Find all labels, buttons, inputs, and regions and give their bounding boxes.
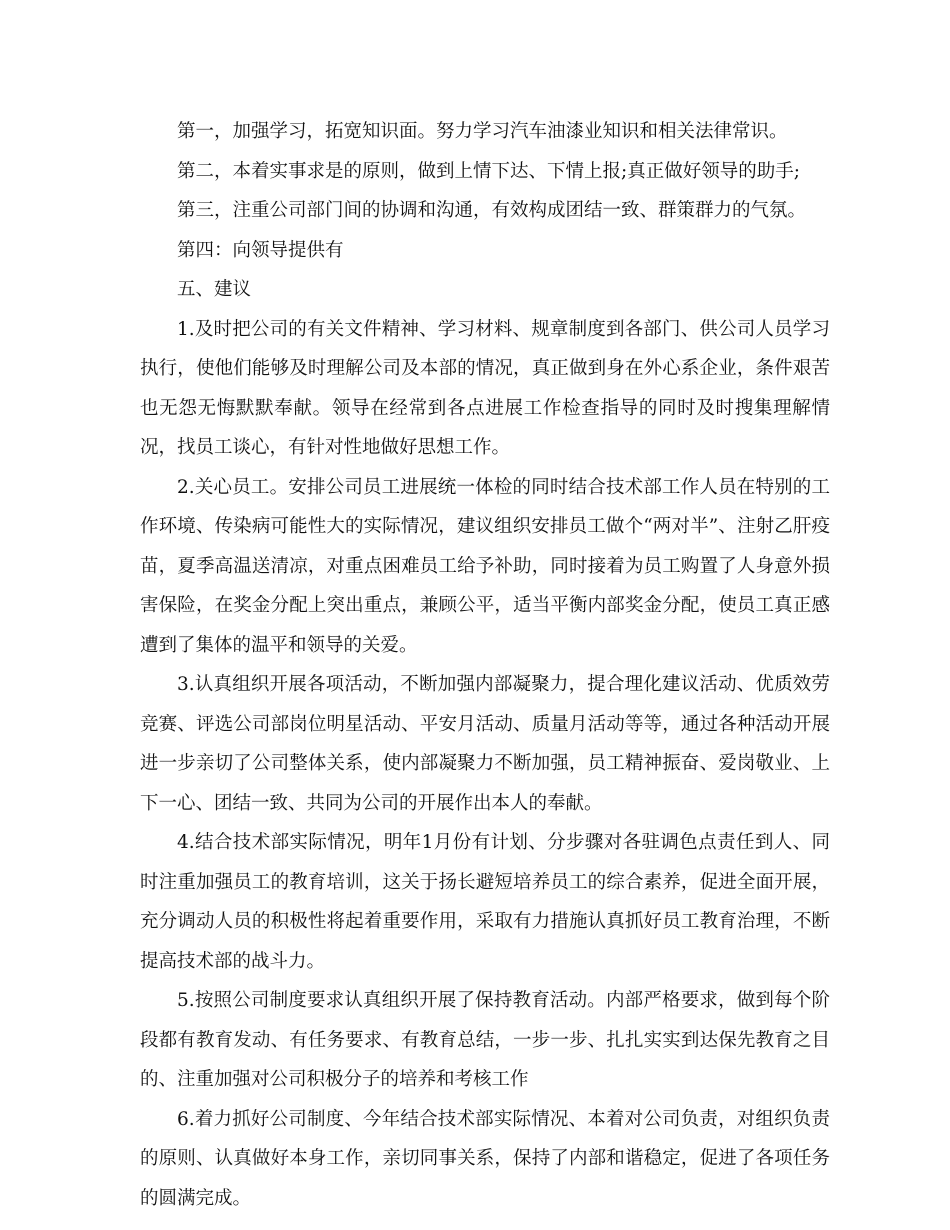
suggestion-item-3: 3.认真组织开展各项活动，不断加强内部凝聚力，提合理化建议活动、优质效劳竞赛、评选公司部岗位明星活动、平安月活动、质量月活动等等，通过各种活动开展进一步亲切了公司整体关系，使内部凝聚力不断加强，员工精神振奋、爱岗敬业、上下一心、团结一致、共同为公司的开展作出本人的奉献。	[140, 674, 830, 814]
paragraph-4: 第四：向领导提供有	[177, 239, 344, 261]
suggestion-item-2: 2.关心员工。安排公司员工进展统一体检的同时结合技术部工作人员在特别的工作环境、传染病可能性大的实际情况，建议组织安排员工做个“两对半”、注射乙肝疫苗，夏季高温送清凉，对重点困难员工给予补助，同时接着为员工购置了人身意外损害保险，在奖金分配上突出重点，兼顾公平，适当平衡内部奖金分配，使员工真正感遭到了集体的温平和领导的关爱。	[140, 476, 830, 656]
paragraph-1: 第一，加强学习，拓宽知识面。努力学习汽车油漆业知识和相关法律常识。	[177, 121, 788, 142]
suggestion-item-1: 1.及时把公司的有关文件精神、学习材料、规章制度到各部门、供公司人员学习执行，使他们能够及时理解公司及本部的情况，真正做到身在外心系企业，条件艰苦也无怨无悔默默奉献。领导在经常到各点进展工作检查指导的同时及时搜集理解情况，找员工谈心，有针对性地做好思想工作。	[140, 318, 830, 458]
paragraph-3: 第三，注重公司部门间的协调和沟通，有效构成团结一致、群策群力的气氛。	[177, 200, 807, 221]
suggestion-item-5: 5.按照公司制度要求认真组织开展了保持教育活动。内部严格要求，做到每个阶段都有教育发动、有任务要求、有教育总结，一步一步、扎扎实实到达保先教育之目的、注重加强对公司积极分子的培养和考核工作	[140, 990, 830, 1090]
suggestion-item-6: 6.着力抓好公司制度、今年结合技术部实际情况、本着对公司负责，对组织负责的原则、认真做好本身工作，亲切同事关系，保持了内部和谐稳定，促进了各项任务的圆满完成。	[140, 1108, 830, 1209]
document-body	[140, 112, 830, 1218]
suggestion-item-4: 4.结合技术部实际情况，明年1月份有计划、分步骤对各驻调色点责任到人、同时注重加强员工的教育培训，这关于扬长避短培养员工的综合素养，促进全面开展，充分调动人员的积极性将起着重要作用，采取有力措施认真抓好员工教育治理，不断提高技术部的战斗力。	[140, 832, 830, 972]
paragraph-2: 第二，本着实事求是的原则，做到上情下达、下情上报;真正做好领导的助手;	[177, 160, 800, 182]
section-heading-suggestions: 五、建议	[177, 279, 252, 300]
